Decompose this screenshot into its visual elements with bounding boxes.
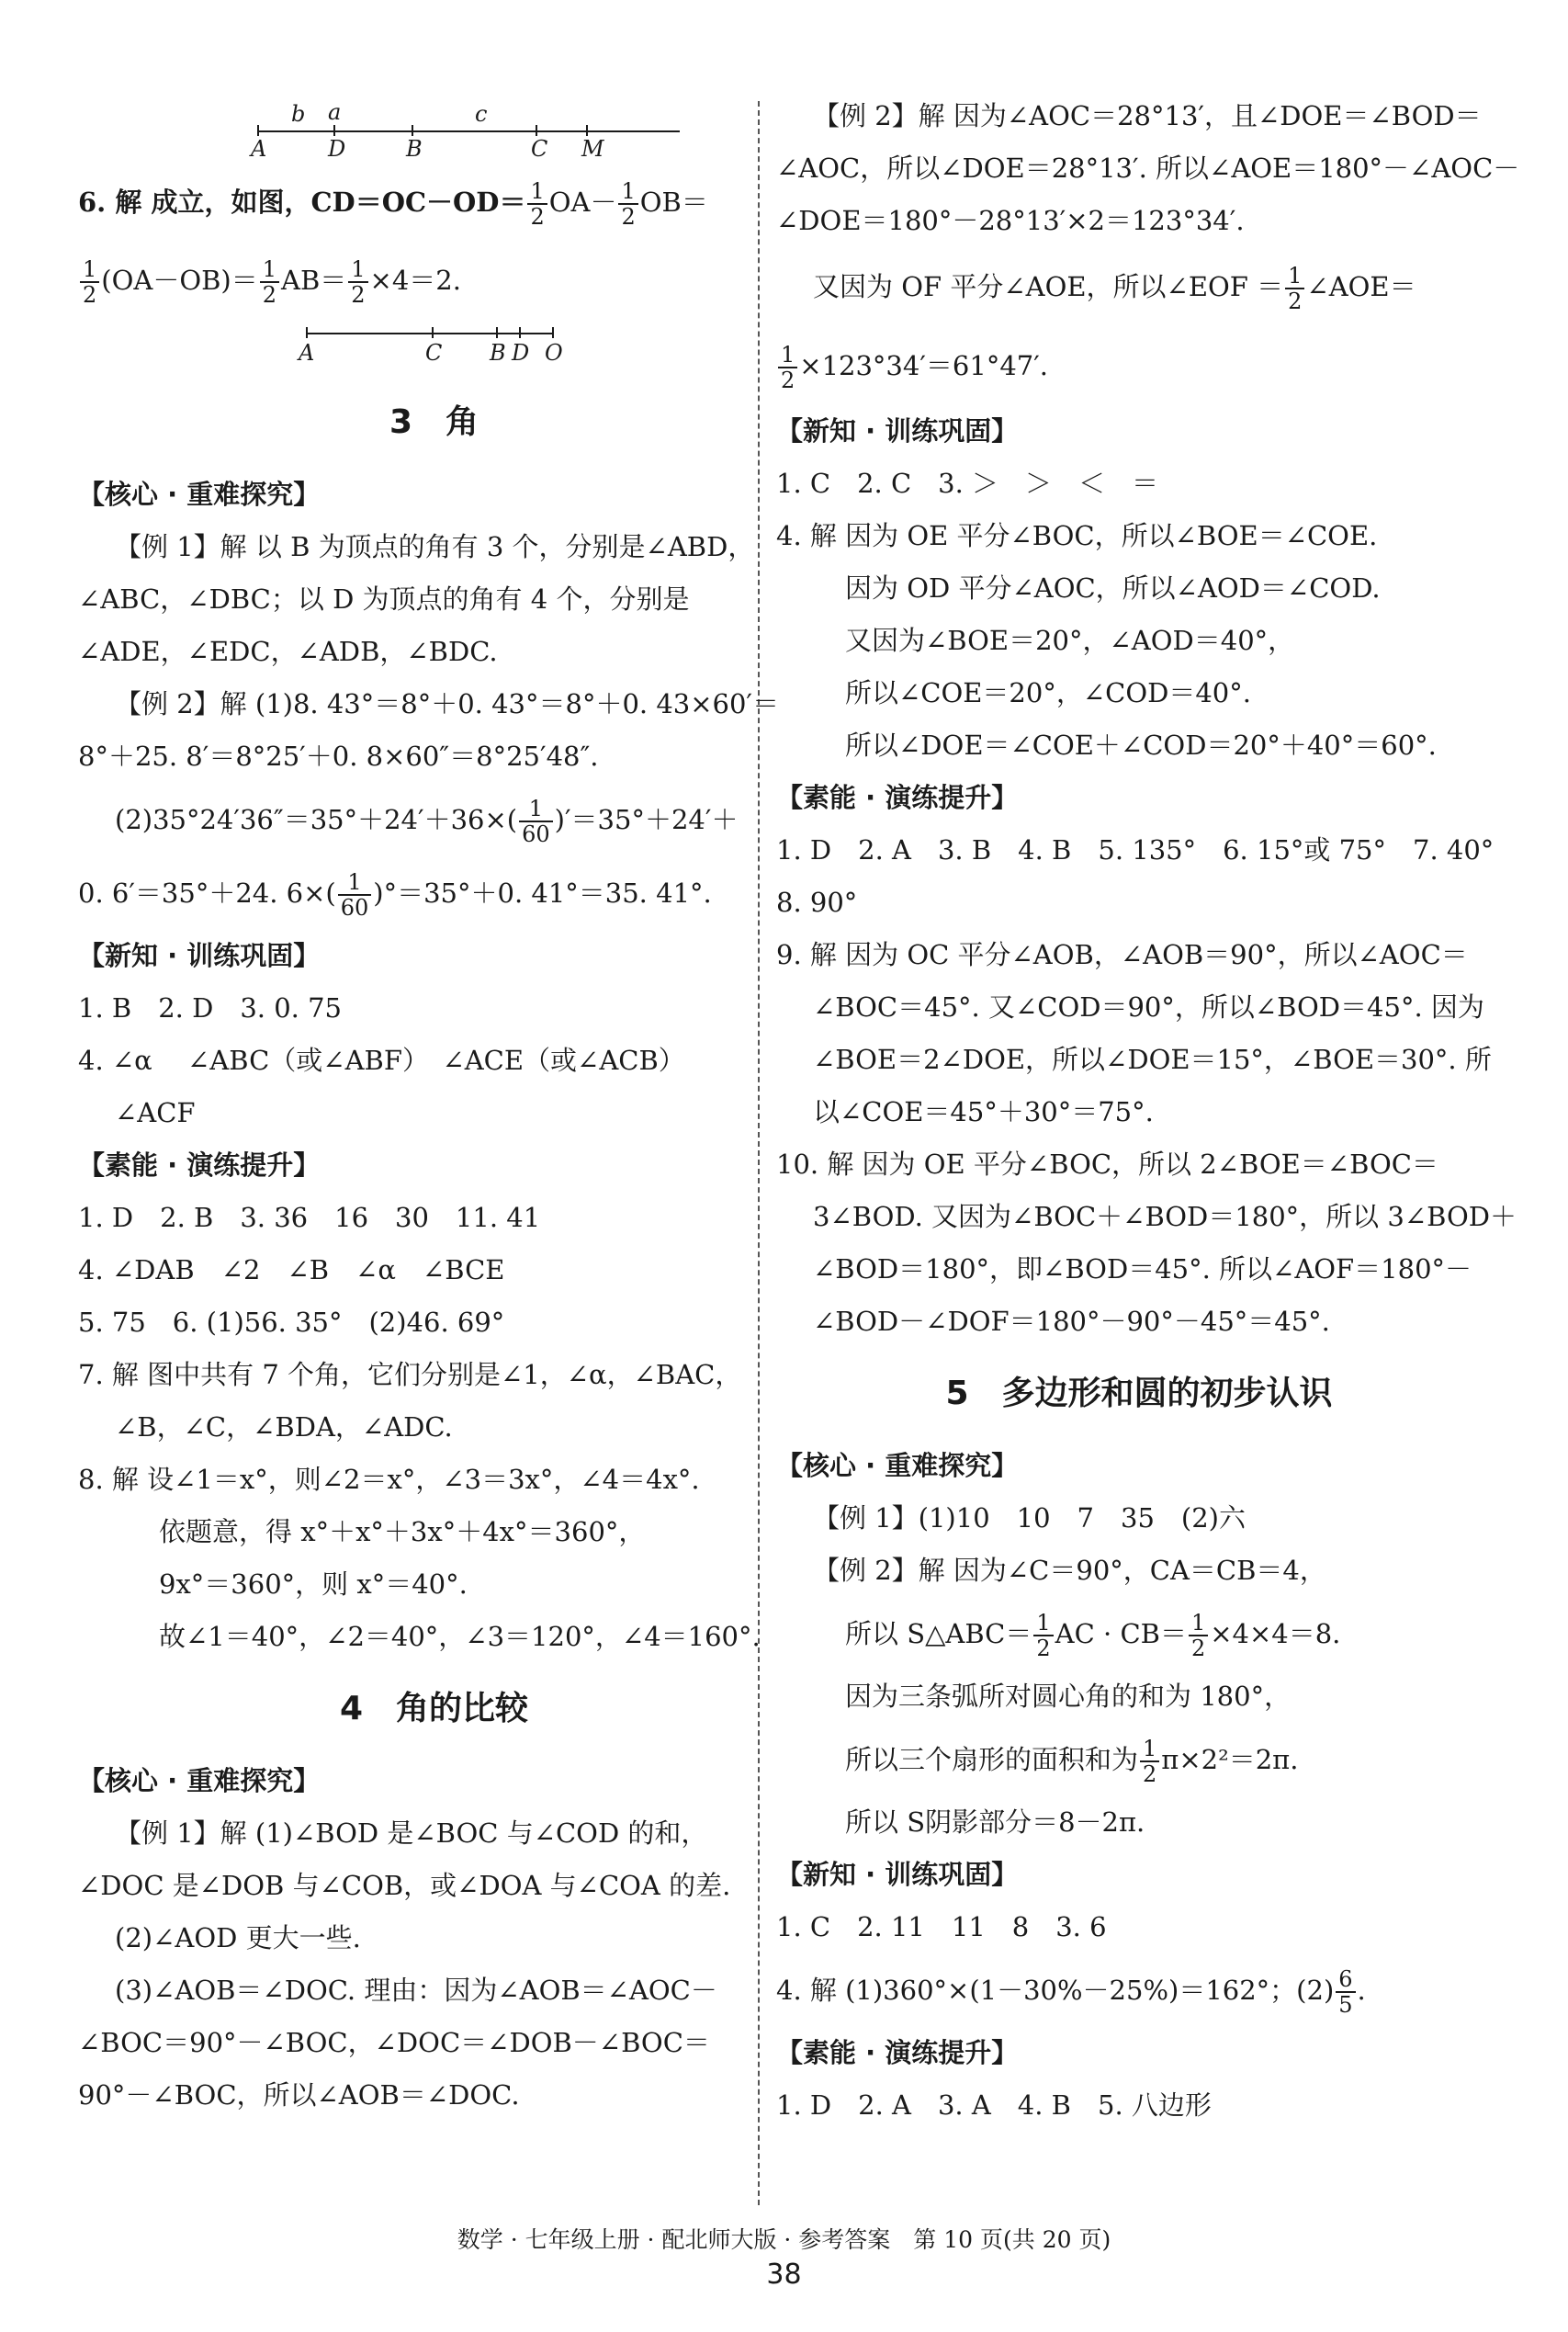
text-line: 【例 1】解 (1)∠BOD 是∠BOC 与∠COD 的和，: [115, 1817, 708, 1849]
fraction: $\frac{1}{2}$: [527, 179, 547, 229]
text-line: ∠B，∠C，∠BDA，∠ADC.: [115, 1411, 453, 1443]
text-line: ∠BOD－∠DOF＝180°－90°－45°＝45°.: [813, 1306, 1330, 1337]
text-line: 1. B 2. D 3. 0. 75: [78, 992, 343, 1024]
text-line: 【例 2】解 因为∠C＝90°，CA＝CB＝4，: [813, 1555, 1326, 1586]
right-column: [776, 90, 1520, 2132]
text-line: 【例 2】解 (1)8. 43°＝8°＋0. 43°＝8°＋0. 43×60′＝: [115, 688, 780, 719]
page-footer: 数学 · 七年级上册 · 配北师大版 · 参考答案 第 10 页(共 20 页): [457, 2226, 1111, 2253]
text-line: ∠BOC＝45°. 又∠COD＝90°，所以∠BOD＝45°. 因为: [813, 991, 1484, 1023]
text-line: 1. D 2. A 3. A 4. B 5. 八边形: [776, 2089, 1212, 2121]
text-line: 9. 解 因为 OC 平分∠AOB，∠AOB＝90°，所以∠AOC＝: [776, 939, 1468, 970]
heading-core: 【核心 · 重难探究】: [78, 479, 321, 510]
heading-su: 【素能 · 演练提升】: [776, 2037, 1019, 2068]
text-line: ∠ABC，∠DBC；以 D 为顶点的角有 4 个，分别是: [78, 583, 690, 615]
segment-diagram-1: b a c A D B C M: [78, 101, 790, 165]
fraction: $\frac{1}{2}$: [618, 179, 637, 229]
text-line: 8°＋25. 8′＝8°25′＋0. 8×60″＝8°25′48″.: [78, 741, 599, 772]
text-line: (2)35°24′36″＝35°＋24′＋36×( $\frac{1}{60}$ )′＝35°＋24′＋: [115, 796, 739, 847]
text-line: 1. C 2. 11 11 8 3. 6: [776, 1911, 1107, 1942]
segment-diagram-2: A C B D O: [78, 322, 790, 377]
text-line: 1. C 2. C 3. ＞ ＞ ＜ ＝: [776, 468, 1159, 499]
text-line: 8. 解 设∠1＝x°，则∠2＝x°，∠3＝3x°，∠4＝4x°.: [78, 1464, 700, 1495]
heading-new: 【新知 · 训练巩固】: [776, 415, 1019, 447]
text-line: 1. D 2. B 3. 36 16 30 11. 41: [78, 1202, 541, 1233]
text-line: ∠BOC＝90°－∠BOC，∠DOC＝∠DOB－∠BOC＝: [78, 2027, 710, 2058]
text-line: 所以∠DOE＝∠COE＋∠COD＝20°＋40°＝60°.: [845, 730, 1437, 761]
text-line: ∠AOC，所以∠DOE＝28°13′. 所以∠AOE＝180°－∠AOC－: [776, 153, 1520, 184]
text-line: ∠ACF: [115, 1097, 196, 1128]
text-line: 7. 解 图中共有 7 个角，它们分别是∠1，∠α，∠BAC，: [78, 1359, 742, 1390]
left-column: [78, 101, 790, 2122]
text-line: ∠DOE＝180°－28°13′×2＝123°34′.: [776, 205, 1245, 236]
text-line: 【例 2】解 因为∠AOC＝28°13′，且∠DOE＝∠BOD＝: [813, 100, 1482, 131]
text-line: ∠BOD＝180°，即∠BOD＝45°. 所以∠AOF＝180°－: [813, 1253, 1472, 1285]
text-line: 4. 解 因为 OE 平分∠BOC，所以∠BOE＝∠COE.: [776, 520, 1378, 551]
text-line: ∠DOC 是∠DOB 与∠COB，或∠DOA 与∠COA 的差.: [78, 1870, 731, 1901]
text-line: 4. 解 (1)360°×(1－30%－25%)＝162°；(2) $\frac{6}{5}$ .: [776, 1966, 1366, 2018]
text-line: 10. 解 因为 OE 平分∠BOC，所以 2∠BOE＝∠BOC＝: [776, 1149, 1438, 1180]
heading-su: 【素能 · 演练提升】: [776, 782, 1019, 813]
text-line: 3∠BOD. 又因为∠BOC＋∠BOD＝180°，所以 3∠BOD＋: [813, 1201, 1517, 1232]
heading-new: 【新知 · 训练巩固】: [776, 1859, 1019, 1890]
text-line: 9x°＝360°，则 x°＝40°.: [159, 1568, 468, 1600]
text-line: 0. 6′＝35°＋24. 6×( $\frac{1}{60}$ )°＝35°＋0. 41°＝35. 41°.: [78, 869, 712, 921]
text-line: 依题意，得 x°＋x°＋3x°＋4x°＝360°，: [159, 1516, 646, 1547]
text-line: 90°－∠BOC，所以∠AOB＝∠DOC.: [78, 2079, 520, 2111]
text-line: 所以三个扇形的面积和为 $\frac{1}{2}$ π×2²＝2π.: [845, 1736, 1299, 1787]
heading-core: 【核心 · 重难探究】: [78, 1765, 321, 1796]
heading-new: 【新知 · 训练巩固】: [78, 940, 321, 971]
text-line: 因为 OD 平分∠AOC，所以∠AOD＝∠COD.: [845, 572, 1381, 604]
text-line: 8. 90°: [776, 887, 858, 918]
q6-line2: $\frac{1}{2}$ (OA－OB)＝ $\frac{1}{2}$ AB＝ $\frac{1}{2}$ ×4＝2.: [78, 239, 790, 322]
heading-su: 【素能 · 演练提升】: [78, 1149, 321, 1181]
text-line: 又因为∠BOE＝20°，∠AOD＝40°，: [845, 625, 1295, 656]
text-line: 所以 S△ABC＝ $\frac{1}{2}$ AC · CB＝ $\frac{1}{2}$ ×4×4＝8.: [845, 1610, 1341, 1661]
text-line: 因为三条弧所对圆心角的和为 180°，: [845, 1681, 1292, 1712]
text-line: 1. D 2. A 3. B 4. B 5. 135° 6. 15°或 75° 7. 40°: [776, 834, 1495, 866]
text-line: (2)∠AOD 更大一些.: [115, 1922, 361, 1953]
text-line: ∠BOE＝2∠DOE，所以∠DOE＝15°，∠BOE＝30°. 所: [813, 1044, 1492, 1075]
text-line: $\frac{1}{2}$ ×123°34′＝61°47′.: [776, 326, 1502, 405]
heading-core: 【核心 · 重难探究】: [776, 1450, 1019, 1481]
section-4-title: 4 角的比较: [339, 1690, 529, 1727]
section-3-title: 3 角: [389, 403, 479, 441]
text-line: 【例 1】解 以 B 为顶点的角有 3 个，分别是∠ABD，: [115, 531, 755, 562]
text-line: ∠ADE，∠EDC，∠ADB，∠BDC.: [78, 636, 498, 667]
text-line: 又因为 OF 平分∠AOE，所以∠EOF ＝ $\frac{1}{2}$ ∠AOE＝: [813, 263, 1416, 314]
text-line: 4. ∠α ∠ABC（或∠ABF） ∠ACE（或∠ACB）: [78, 1045, 685, 1076]
text-line: 5. 75 6. (1)56. 35° (2)46. 69°: [78, 1307, 505, 1338]
q6-line1: 6. 解 成立，如图，CD＝OC－OD＝ $\frac{1}{2}$ OA－ $\frac{1}{2}$ OB＝: [78, 178, 708, 230]
text-line: 4. ∠DAB ∠2 ∠B ∠α ∠BCE: [78, 1254, 505, 1285]
text-line: (3)∠AOB＝∠DOC. 理由：因为∠AOB＝∠AOC－: [115, 1975, 717, 2006]
text-line: 故∠1＝40°，∠2＝40°，∠3＝120°，∠4＝160°.: [159, 1621, 761, 1652]
page-number: 38: [766, 2258, 802, 2291]
text-line: 所以 S阴影部分＝8－2π.: [845, 1806, 1145, 1838]
section-5-title: 5 多边形和圆的初步认识: [945, 1375, 1333, 1412]
text-line: 以∠COE＝45°＋30°＝75°.: [813, 1096, 1154, 1127]
text-line: 【例 1】(1)10 10 7 35 (2)六: [813, 1502, 1246, 1534]
text-line: 所以∠COE＝20°，∠COD＝40°.: [845, 677, 1251, 708]
